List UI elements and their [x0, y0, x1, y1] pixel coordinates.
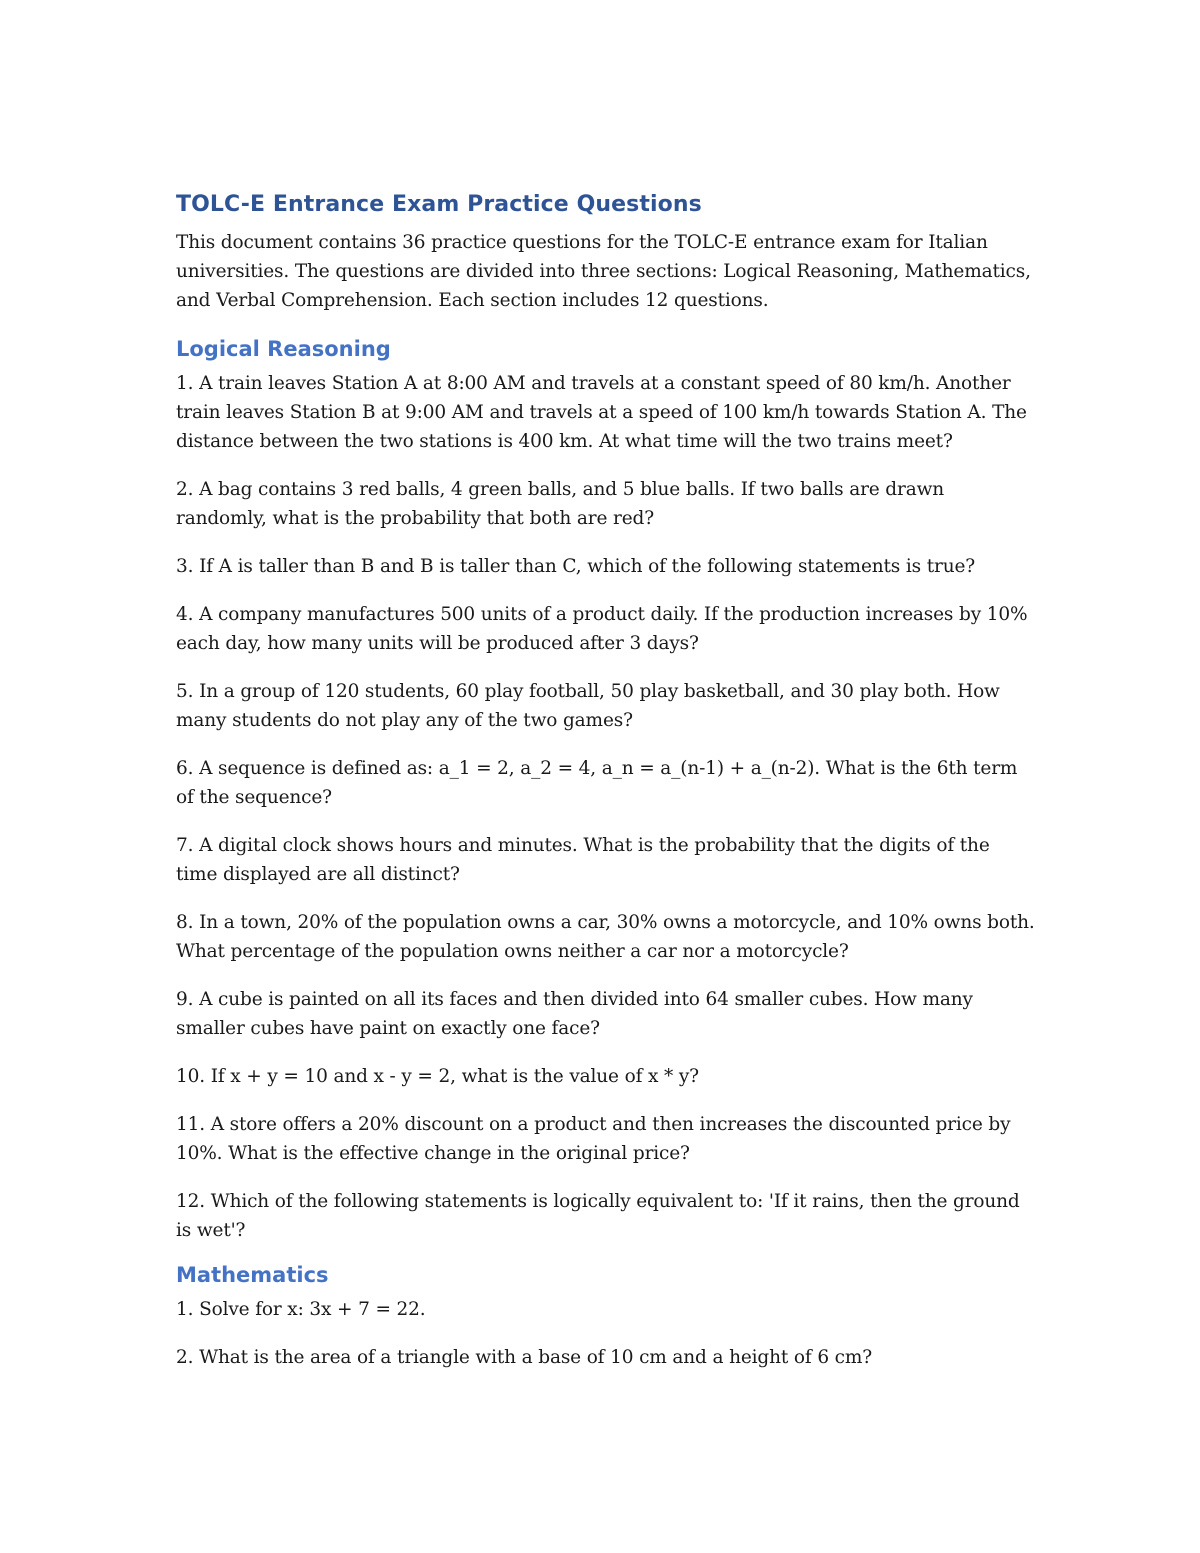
section-heading-logical-reasoning: Logical Reasoning: [176, 337, 391, 361]
section-heading-mathematics: Mathematics: [176, 1263, 329, 1287]
question-item: 7. A digital clock shows hours and minutes. What is the probability that the digits of the time displayed are all distinct?: [176, 835, 990, 885]
intro-paragraph: This document contains 36 practice questions for the TOLC-E entrance exam for Italian universities. The questions are divided into three sections: Logical Reasoning, Mathematics, and Verbal Comprehension. Each section includes 12 questions.: [176, 232, 1031, 311]
question-item: 2. What is the area of a triangle with a base of 10 cm and a height of 6 cm?: [176, 1347, 873, 1368]
question-item: 2. A bag contains 3 red balls, 4 green balls, and 5 blue balls. If two balls are drawn randomly, what is the probability that both are red?: [176, 479, 945, 529]
question-item: 10. If x + y = 10 and x - y = 2, what is the value of x * y?: [176, 1066, 699, 1087]
question-item: 3. If A is taller than B and B is taller than C, which of the following statements is true?: [176, 556, 976, 577]
document-body: [176, 188, 1036, 1372]
question-item: 8. In a town, 20% of the population owns a car, 30% owns a motorcycle, and 10% owns both. What percentage of the population owns neither a car nor a motorcycle?: [176, 912, 1035, 962]
question-item: 4. A company manufactures 500 units of a product daily. If the production increases by 10% each day, how many units will be produced after 3 days?: [176, 604, 1028, 654]
question-item: 12. Which of the following statements is logically equivalent to: 'If it rains, then the ground is wet'?: [176, 1191, 1020, 1241]
document-title: TOLC-E Entrance Exam Practice Questions: [176, 192, 702, 217]
mathematics-questions: [176, 1295, 1036, 1372]
logical-reasoning-questions: [176, 369, 1036, 1245]
question-item: 11. A store offers a 20% discount on a product and then increases the discounted price by 10%. What is the effective change in the original price?: [176, 1114, 1011, 1164]
question-item: 1. A train leaves Station A at 8:00 AM and travels at a constant speed of 80 km/h. Another train leaves Station B at 9:00 AM and travels at a speed of 100 km/h towards Station A. The distance between the two stations is 400 km. At what time will the two trains meet?: [176, 373, 1027, 452]
question-item: 9. A cube is painted on all its faces and then divided into 64 smaller cubes. How many smaller cubes have paint on exactly one face?: [176, 989, 973, 1039]
question-item: 6. A sequence is defined as: a_1 = 2, a_2 = 4, a_n = a_(n-1) + a_(n-2). What is the 6th term of the sequence?: [176, 758, 1018, 808]
question-item: 1. Solve for x: 3x + 7 = 22.: [176, 1299, 426, 1320]
question-item: 5. In a group of 120 students, 60 play football, 50 play basketball, and 30 play both. How many students do not play any of the two games?: [176, 681, 1000, 731]
